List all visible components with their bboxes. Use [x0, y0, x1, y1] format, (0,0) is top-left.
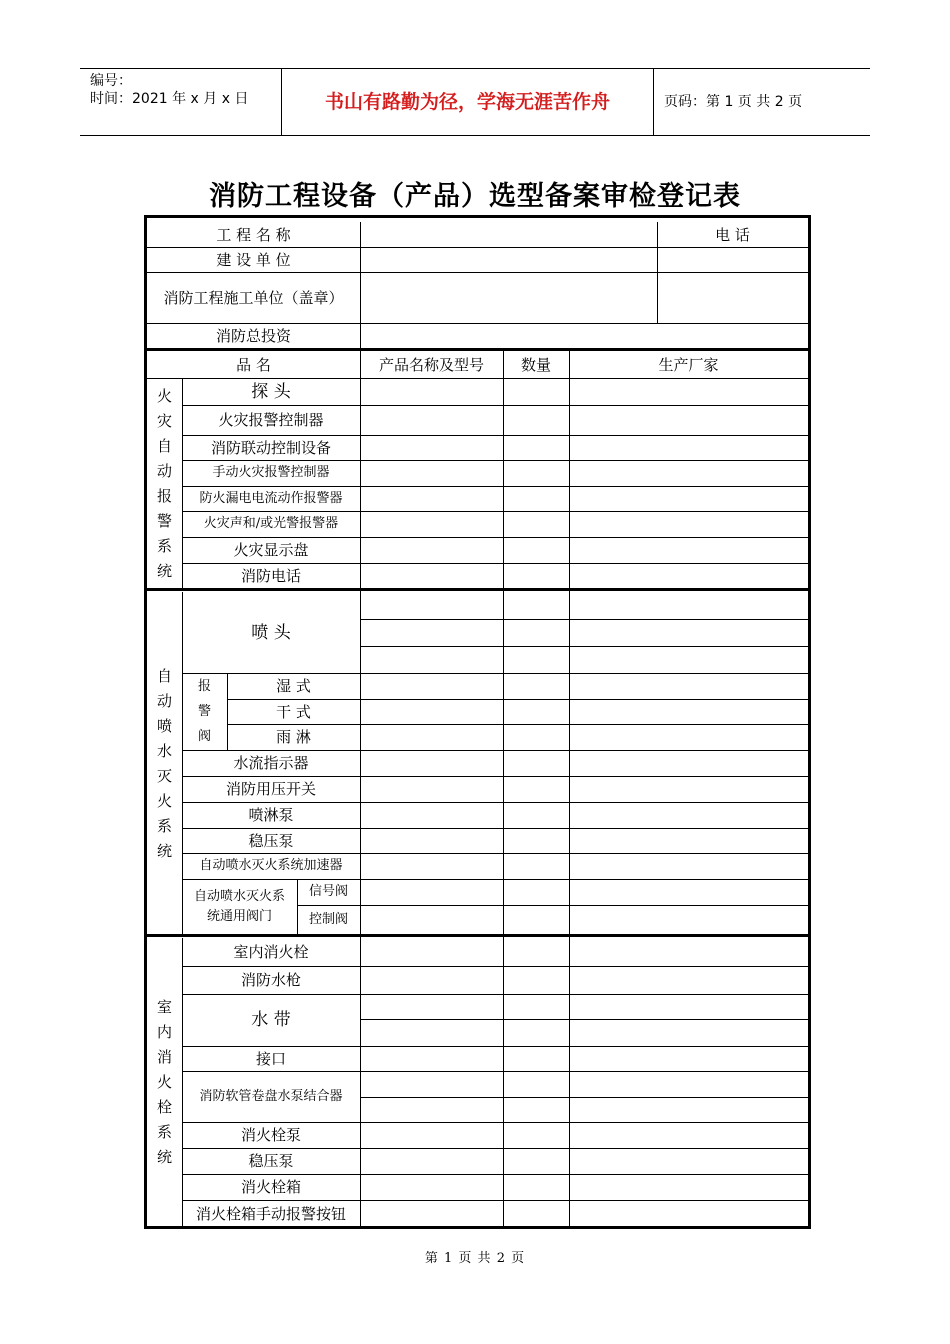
hydrant-maker-field[interactable]: [571, 1176, 806, 1198]
sprinkler-model-field[interactable]: [362, 621, 501, 644]
sprinkler-item: 稳压泵: [248, 831, 294, 850]
hydrant-qty-field[interactable]: [505, 1176, 567, 1198]
grid-line: [360, 349, 361, 1227]
hydrant-model-field[interactable]: [362, 1150, 501, 1172]
sprinkler-qty-field[interactable]: [505, 675, 567, 697]
project-name-field[interactable]: [362, 224, 655, 245]
contractor-field[interactable]: [362, 274, 655, 321]
grid-line: [360, 1019, 808, 1020]
hydrant-model-field[interactable]: [362, 968, 501, 992]
sprinkler-qty-field[interactable]: [505, 881, 567, 903]
alarm-qty-field[interactable]: [505, 407, 567, 433]
hydrant-model-field[interactable]: [362, 996, 501, 1017]
hydrant-qty-field[interactable]: [505, 996, 567, 1017]
hydrant-qty-field[interactable]: [505, 1048, 567, 1069]
builder-field[interactable]: [362, 249, 655, 270]
alarm-item: 探 头: [251, 381, 291, 402]
sprinkler-maker-field[interactable]: [571, 648, 806, 671]
hydrant-item: 消火栓泵: [240, 1126, 301, 1144]
alarm-model-field[interactable]: [362, 565, 501, 587]
grid-line: [360, 646, 808, 647]
hydrant-section-title: 室内消火栓系统: [156, 998, 172, 1166]
alarm-maker-field[interactable]: [571, 539, 806, 561]
hydrant-item: 稳压泵: [248, 1152, 294, 1170]
alarm-valve-label: 报警阀: [197, 679, 211, 744]
hydrant-item: 接口: [255, 1049, 286, 1068]
hydrant-maker-field[interactable]: [571, 1150, 806, 1172]
hydrant-model-field[interactable]: [362, 1021, 501, 1044]
hydrant-qty-field[interactable]: [505, 1150, 567, 1172]
sprinkler-maker-field[interactable]: [571, 675, 806, 697]
alarm-model-field[interactable]: [362, 488, 501, 509]
alarm-maker-field[interactable]: [571, 565, 806, 587]
hydrant-item: 消防水枪: [240, 971, 301, 989]
sprinkler-qty-field[interactable]: [505, 804, 567, 826]
grid-line: [360, 1097, 808, 1098]
sprinkler-qty-field[interactable]: [505, 621, 567, 644]
alarm-maker-field[interactable]: [571, 462, 806, 484]
alarm-qty-field[interactable]: [505, 539, 567, 561]
hydrant-item: 消火栓箱手动报警按钮: [195, 1204, 346, 1223]
alarm-valve-type: 湿 式: [276, 677, 311, 695]
sprinkler-item: 水流指示器: [233, 754, 309, 772]
sprinkler-model-field[interactable]: [362, 804, 501, 826]
sprinkler-model-field[interactable]: [362, 675, 501, 697]
alarm-maker-field[interactable]: [571, 513, 806, 535]
hydrant-item: 水 带: [251, 1010, 291, 1030]
hydrant-model-field[interactable]: [362, 1176, 501, 1198]
alarm-qty-field[interactable]: [505, 488, 567, 509]
hydrant-maker-field[interactable]: [571, 968, 806, 992]
sprinkler-maker-field[interactable]: [571, 855, 806, 877]
sprinkler-qty-field[interactable]: [505, 594, 567, 617]
phone-label: 电 话: [715, 225, 750, 244]
alarm-model-field[interactable]: [362, 407, 501, 433]
sprinkler-maker-field[interactable]: [571, 726, 806, 748]
hydrant-maker-field[interactable]: [571, 1073, 806, 1095]
alarm-item: 消防电话: [240, 567, 301, 585]
hydrant-item: 室内消火栓: [233, 943, 309, 961]
header-page-label: 页码：第 1 页 共 2 页: [664, 94, 803, 110]
alarm-qty-field[interactable]: [505, 513, 567, 535]
alarm-item: 火灾报警控制器: [218, 411, 324, 429]
number-label: 编号：: [90, 73, 132, 89]
hydrant-maker-field[interactable]: [571, 1021, 806, 1044]
sprinkler-qty-field[interactable]: [505, 855, 567, 877]
sprinkler-model-field[interactable]: [362, 907, 501, 933]
hydrant-maker-field[interactable]: [571, 940, 806, 964]
sprinkler-maker-field[interactable]: [571, 594, 806, 617]
alarm-model-field[interactable]: [362, 437, 501, 458]
column-header-item: 品 名: [236, 356, 271, 374]
sprinkler-qty-field[interactable]: [505, 726, 567, 748]
contractor-label: 消防工程施工单位（盖章）: [163, 288, 344, 307]
hydrant-qty-field[interactable]: [505, 1099, 567, 1120]
common-valve-label: 自动喷水灭火系统通用阀门: [194, 889, 286, 924]
sprinkler-qty-field[interactable]: [505, 701, 567, 722]
hydrant-item: 消火栓箱: [240, 1178, 301, 1196]
sprinkler-model-field[interactable]: [362, 778, 501, 800]
date-label: 时间：2021 年 x 月 x 日: [90, 91, 249, 107]
alarm-item: 消防联动控制设备: [210, 438, 331, 457]
sprinkler-model-field[interactable]: [362, 648, 501, 671]
alarm-valve-type: 雨 淋: [276, 728, 311, 746]
sprinkler-model-field[interactable]: [362, 881, 501, 903]
sprinkler-maker-field[interactable]: [571, 778, 806, 800]
sprinkler-maker-field[interactable]: [571, 804, 806, 826]
alarm-qty-field[interactable]: [505, 380, 567, 403]
sprinkler-item: 消防用压开关: [225, 780, 316, 798]
hydrant-maker-field[interactable]: [571, 1099, 806, 1120]
alarm-section-title: 火灾自动报警系统: [156, 386, 172, 580]
phone-field[interactable]: [659, 249, 806, 321]
investment-field[interactable]: [362, 325, 806, 347]
sprinkler-maker-field[interactable]: [571, 752, 806, 774]
column-header-maker: 生产厂家: [658, 356, 719, 374]
column-header-model: 产品名称及型号: [378, 356, 484, 374]
project-name-label: 工 程 名 称: [216, 225, 291, 244]
header-motto: 书山有路勤为径，学海无涯苦作舟: [282, 69, 654, 135]
alarm-item: 火灾显示盘: [233, 541, 309, 559]
alarm-model-field[interactable]: [362, 539, 501, 561]
alarm-qty-field[interactable]: [505, 437, 567, 458]
sprinkler-item: 自动喷水灭火系统加速器: [199, 858, 343, 873]
sprinkler-model-field[interactable]: [362, 594, 501, 617]
header-meta: [80, 69, 282, 135]
hydrant-maker-field[interactable]: [571, 996, 806, 1017]
alarm-model-field[interactable]: [362, 513, 501, 535]
sprinkler-qty-field[interactable]: [505, 907, 567, 933]
registration-form: [144, 215, 811, 1229]
hydrant-model-field[interactable]: [362, 1048, 501, 1069]
investment-label: 消防总投资: [215, 327, 291, 345]
sprinkler-model-field[interactable]: [362, 701, 501, 722]
sprinkler-model-field[interactable]: [362, 830, 501, 851]
grid-line: [569, 349, 570, 1227]
sprinkler-section-title: 自动喷水灭火系统: [156, 666, 172, 860]
hydrant-maker-field[interactable]: [571, 1202, 806, 1225]
hydrant-model-field[interactable]: [362, 1099, 501, 1120]
signal-valve-label: 信号阀: [308, 884, 348, 899]
hydrant-model-field[interactable]: [362, 1073, 501, 1095]
hydrant-qty-field[interactable]: [505, 940, 567, 964]
hydrant-model-field[interactable]: [362, 1124, 501, 1146]
sprinkler-head-label: 喷 头: [251, 622, 291, 643]
alarm-model-field[interactable]: [362, 380, 501, 403]
grid-line: [503, 349, 504, 1227]
control-valve-label: 控制阀: [308, 912, 348, 927]
alarm-valve-type: 干 式: [276, 702, 311, 721]
alarm-item: 手动火灾报警控制器: [212, 465, 330, 480]
alarm-item: 防火漏电电流动作报警器: [199, 490, 343, 506]
alarm-item: 火灾声和/或光警报警器: [203, 516, 339, 531]
alarm-maker-field[interactable]: [571, 488, 806, 509]
alarm-qty-field[interactable]: [505, 462, 567, 484]
sprinkler-maker-field[interactable]: [571, 701, 806, 722]
sprinkler-maker-field[interactable]: [571, 621, 806, 644]
sprinkler-qty-field[interactable]: [505, 830, 567, 851]
sprinkler-qty-field[interactable]: [505, 752, 567, 774]
grid-line: [297, 905, 808, 906]
sprinkler-qty-field[interactable]: [505, 648, 567, 671]
sprinkler-model-field[interactable]: [362, 726, 501, 748]
builder-label: 建 设 单 位: [216, 250, 291, 269]
alarm-model-field[interactable]: [362, 462, 501, 484]
hydrant-qty-field[interactable]: [505, 968, 567, 992]
sprinkler-maker-field[interactable]: [571, 907, 806, 933]
sprinkler-model-field[interactable]: [362, 752, 501, 774]
sprinkler-item: 喷淋泵: [248, 806, 294, 824]
alarm-maker-field[interactable]: [571, 380, 806, 403]
page-footer: 第 1 页 共 2 页: [424, 1251, 526, 1266]
hydrant-model-field[interactable]: [362, 940, 501, 964]
hydrant-qty-field[interactable]: [505, 1073, 567, 1095]
hydrant-qty-field[interactable]: [505, 1202, 567, 1225]
sprinkler-maker-field[interactable]: [571, 830, 806, 851]
hydrant-maker-field[interactable]: [571, 1048, 806, 1069]
grid-line: [360, 619, 808, 620]
alarm-qty-field[interactable]: [505, 565, 567, 587]
sprinkler-qty-field[interactable]: [505, 778, 567, 800]
hydrant-maker-field[interactable]: [571, 1124, 806, 1146]
document-header: [80, 68, 870, 136]
hydrant-item: 消防软管卷盘水泵结合器: [199, 1088, 343, 1104]
hydrant-qty-field[interactable]: [505, 1124, 567, 1146]
hydrant-model-field[interactable]: [362, 1202, 501, 1225]
sprinkler-model-field[interactable]: [362, 855, 501, 877]
hydrant-qty-field[interactable]: [505, 1021, 567, 1044]
column-header-qty: 数量: [520, 356, 551, 374]
alarm-maker-field[interactable]: [571, 437, 806, 458]
grid-line: [360, 222, 361, 349]
sprinkler-maker-field[interactable]: [571, 881, 806, 903]
page-title: 消防工程设备（产品）选型备案审检登记表: [209, 181, 741, 212]
alarm-maker-field[interactable]: [571, 407, 806, 433]
